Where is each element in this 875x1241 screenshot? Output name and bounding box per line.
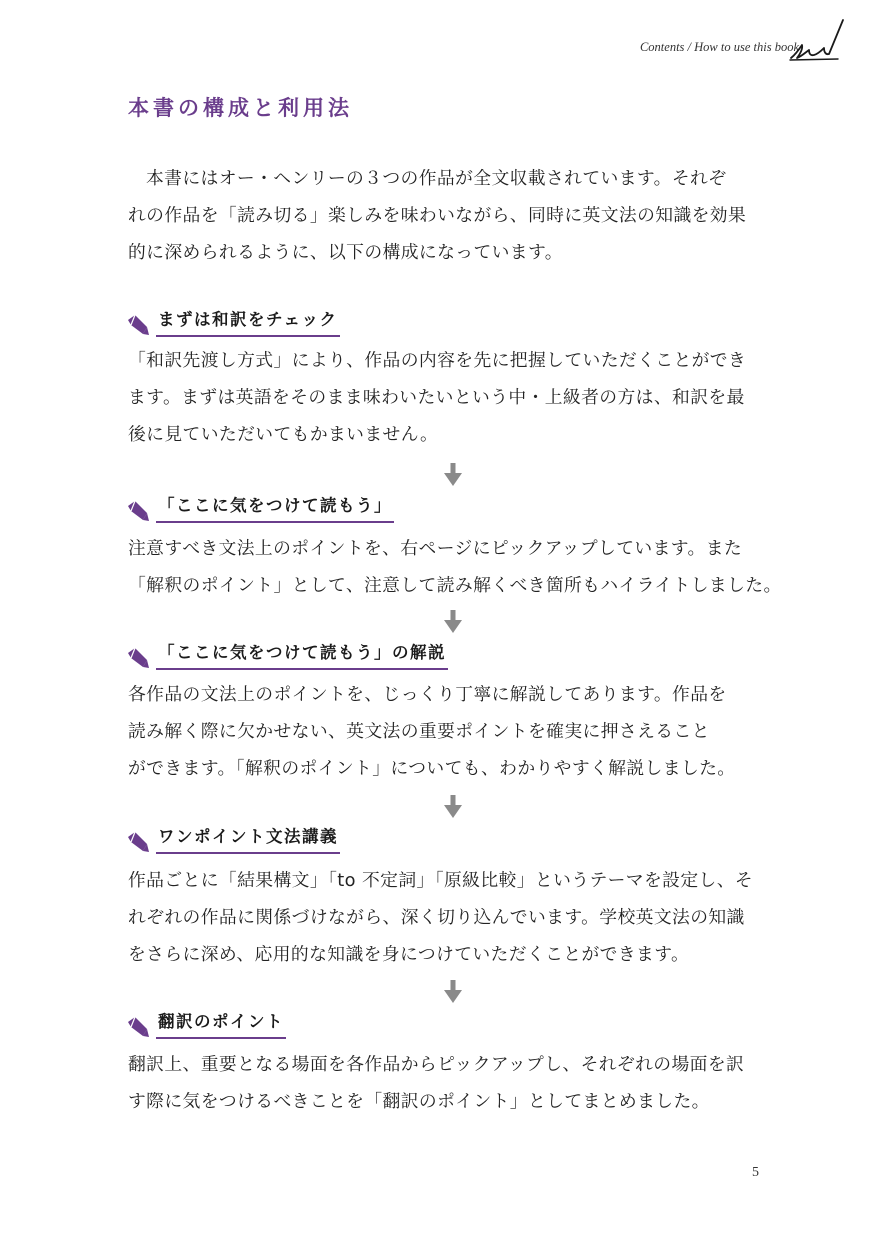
section-heading-label: ワンポイント文法講義 [156, 825, 340, 854]
page-title: 本書の構成と利用法 [128, 96, 353, 120]
body-line: す際に気をつけるべきことを「翻訳のポイント」としてまとめました。 [128, 1091, 710, 1112]
body-line: ができます。「解釈のポイント」についても、わかりやすく解説しました。 [128, 758, 736, 779]
section-body [128, 1046, 788, 1120]
intro-line: れの作品を「読み切る」楽しみを味わいながら、同時に英文法の知識を効果 [128, 205, 747, 226]
intro-line: 本書にはオー・ヘンリーの３つの作品が全文収載されています。それぞ [146, 168, 727, 189]
section-body [128, 862, 788, 973]
pen-nib-icon [126, 829, 150, 853]
body-line: をさらに深め、応用的な知識を身につけていただくことができます。 [128, 944, 690, 965]
arrow-down-icon [443, 795, 463, 819]
body-line: 各作品の文法上のポイントを、じっくり丁寧に解説してあります。作品を [128, 684, 727, 705]
pen-nib-icon [126, 645, 150, 669]
running-head: Contents / How to use this book [639, 40, 799, 54]
pen-stroke-icon [788, 18, 846, 64]
page-number: 5 [752, 1165, 759, 1180]
section-body [128, 530, 788, 604]
arrow-down-icon [443, 980, 463, 1004]
section-heading-label: 「ここに気をつけて読もう」の解説 [156, 641, 448, 670]
section-heading-label: 「ここに気をつけて読もう」 [156, 494, 394, 523]
body-line: 「和訳先渡し方式」により、作品の内容を先に把握していただくことができ [128, 350, 747, 371]
arrow-down-icon [443, 463, 463, 487]
pen-nib-icon [126, 498, 150, 522]
section-heading-label: まずは和訳をチェック [156, 308, 340, 337]
intro-line: 的に深められるように、以下の構成になっています。 [128, 242, 563, 263]
section-body [128, 342, 788, 453]
body-line: 後に見ていただいてもかまいません。 [128, 424, 439, 445]
arrow-down-icon [443, 610, 463, 634]
body-line: ます。まずは英語をそのまま味わいたいという中・上級者の方は、和訳を最 [128, 387, 745, 408]
body-line: 翻訳上、重要となる場面を各作品からピックアップし、それぞれの場面を訳 [128, 1054, 745, 1075]
pen-nib-icon [126, 1014, 150, 1038]
intro-paragraph [128, 160, 788, 271]
pen-nib-icon [126, 312, 150, 336]
body-line: れぞれの作品に関係づけながら、深く切り込んでいます。学校英文法の知識 [128, 907, 745, 928]
section-body [128, 676, 788, 787]
body-line: 「解釈のポイント」として、注意して読み解くべき箇所もハイライトしました。 [128, 575, 782, 596]
body-line: 注意すべき文法上のポイントを、右ページにピックアップしています。また [128, 538, 743, 559]
body-line: 作品ごとに「結果構文」「to 不定詞」「原級比較」というテーマを設定し、そ [128, 870, 754, 891]
section-heading-label: 翻訳のポイント [156, 1010, 286, 1039]
body-line: 読み解く際に欠かせない、英文法の重要ポイントを確実に押さえること [128, 721, 710, 742]
